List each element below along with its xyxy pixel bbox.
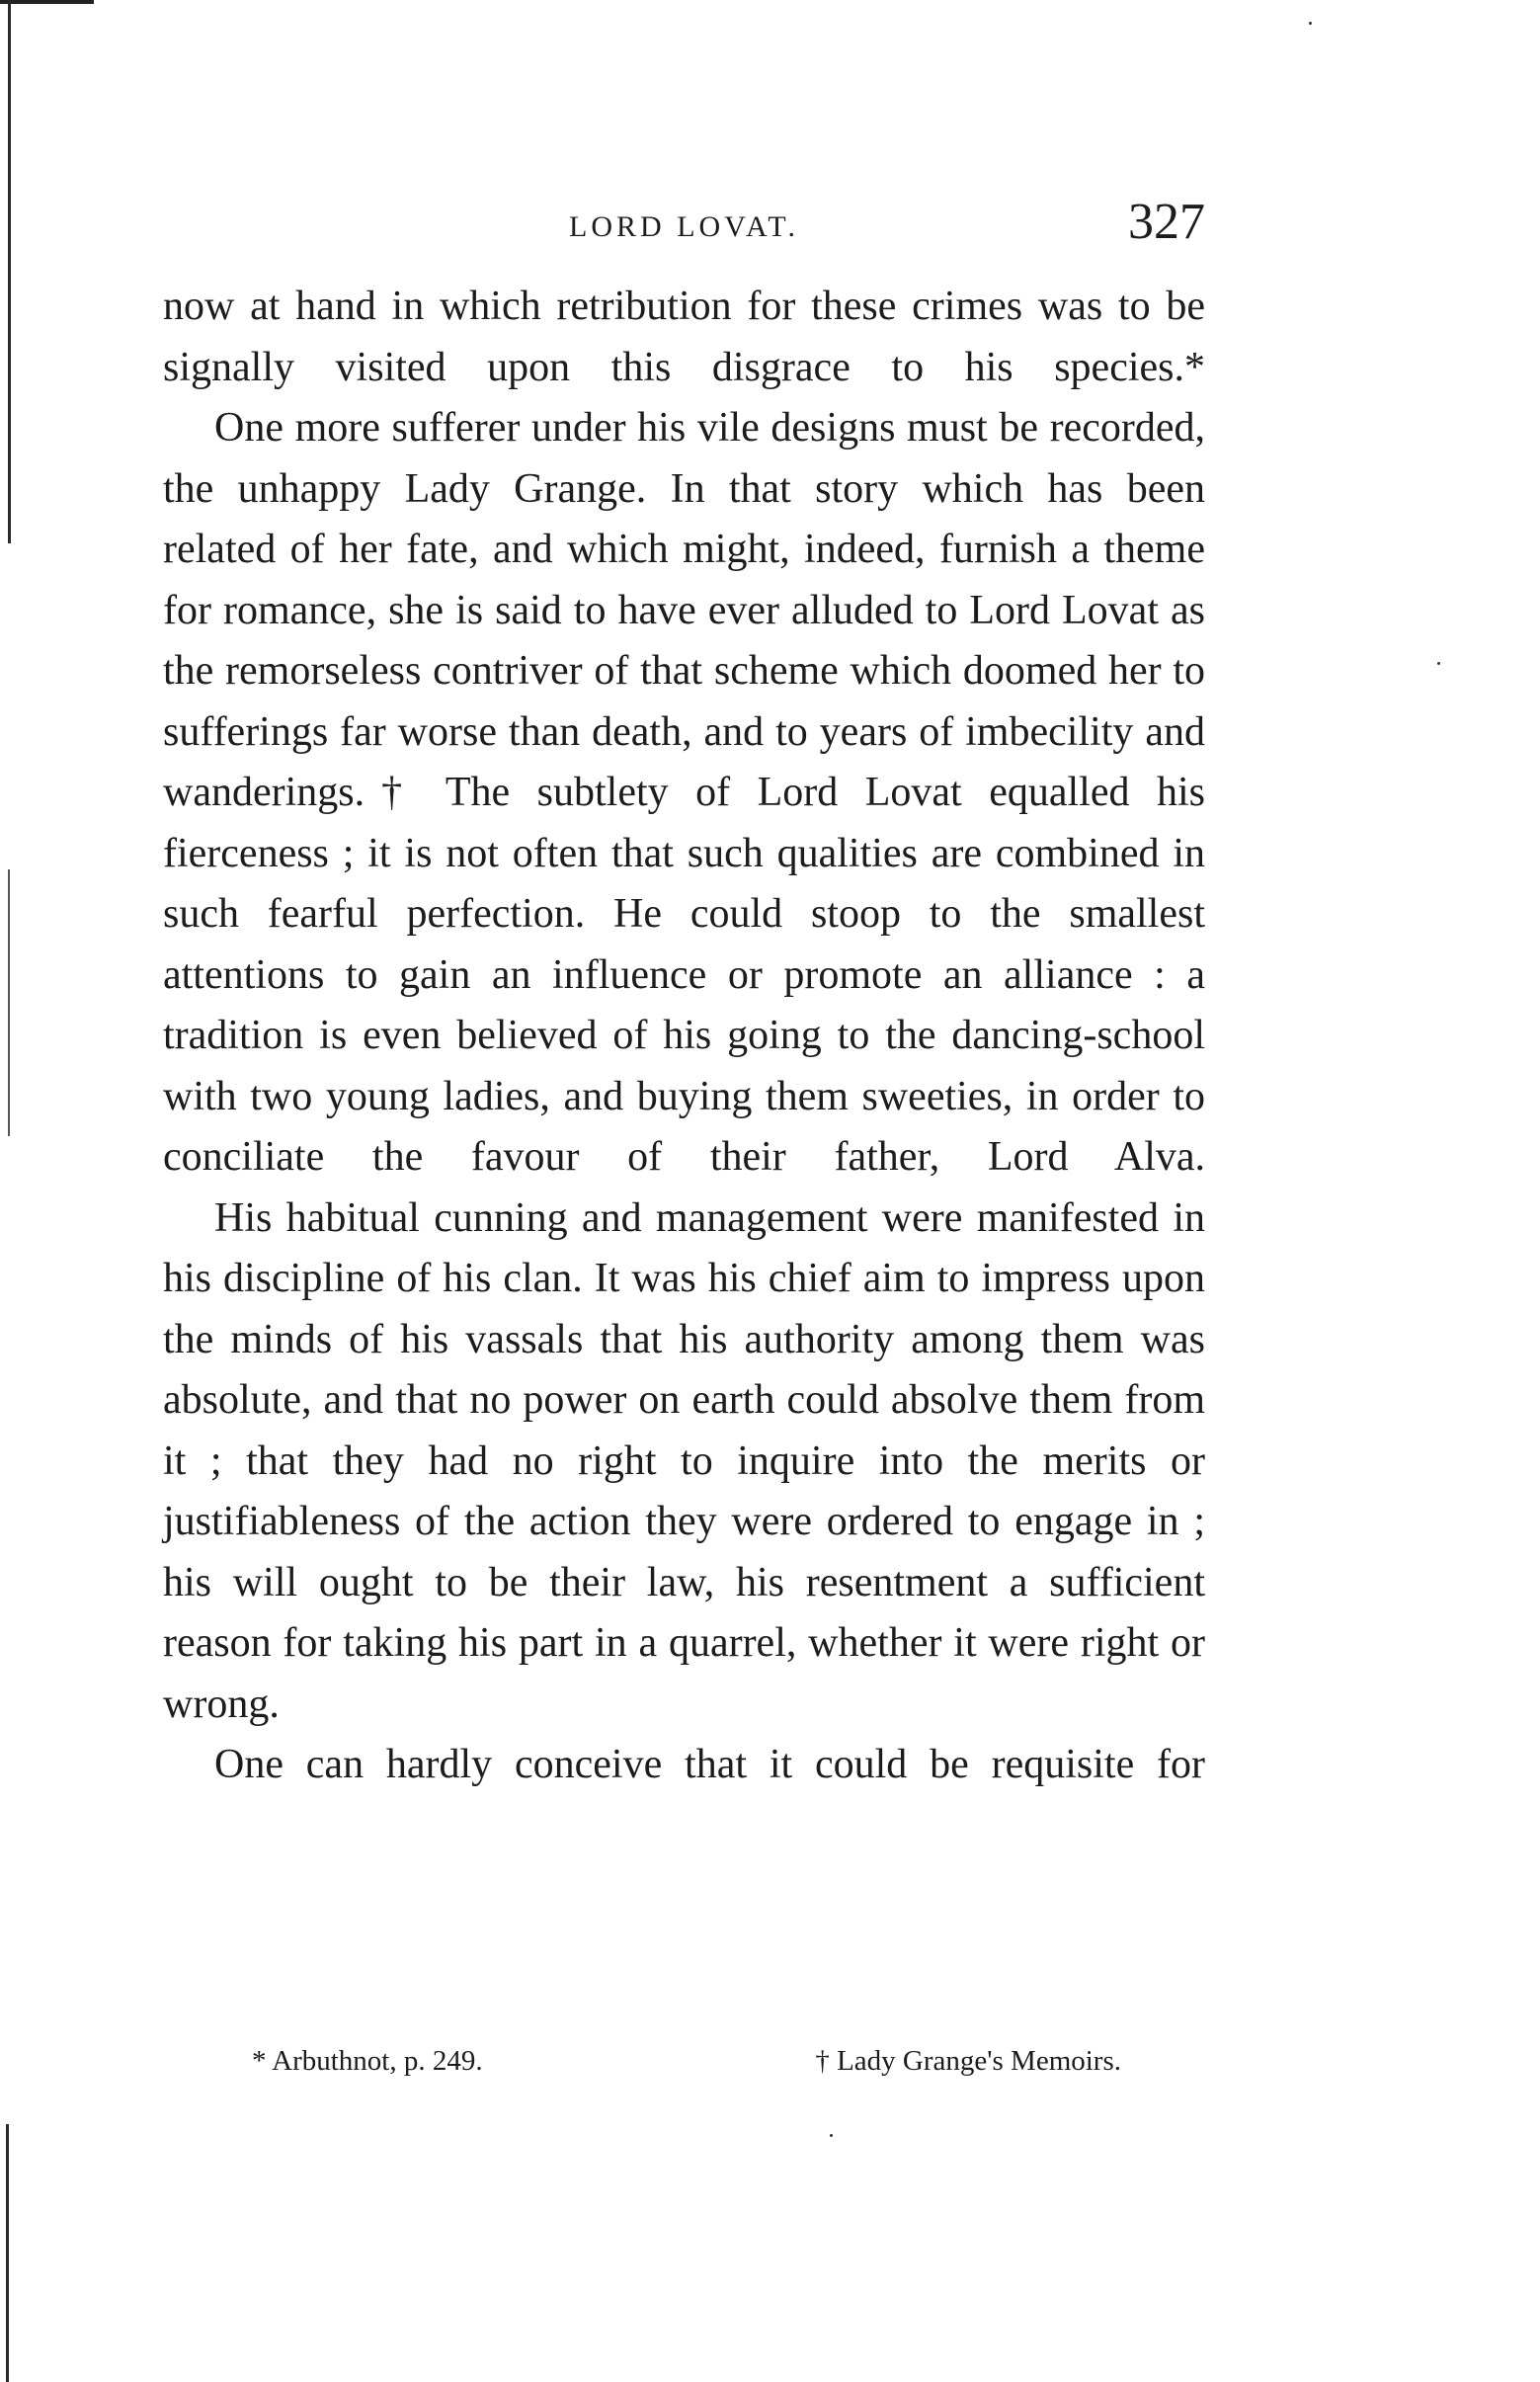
scan-binding-line (6, 2124, 9, 2382)
scan-edge-mark (0, 0, 94, 4)
body-text (163, 277, 1205, 1796)
scan-speck (1437, 662, 1440, 665)
footnote: † Lady Grange's Memoirs. (815, 2045, 1121, 2077)
footnote: * Arbuthnot, p. 249. (252, 2045, 483, 2077)
scan-binding-line (8, 869, 10, 1136)
running-head: LORD LOVAT. (569, 210, 799, 243)
paragraph: His habitual cunning and management were manifested in his discipline of his clan. It was his chief aim to impress upon the minds of his vassals that his authority among them was absolute, and that no power on earth could absolve them from it ; that they had no right to inquire into the merits or justifiableness of the action they were ordered to engage in ; his will ought to be their law, his resentment a sufficient reason for taking his part in a quarrel, whether it were right or wrong. (163, 1194, 1205, 1727)
paragraph: One can hardly conceive that it could be requisite for (214, 1742, 1205, 1787)
scan-speck (830, 2134, 833, 2137)
paragraph: One more sufferer under his vile designs must be recorded, the unhappy Lady Grange. In that story which has been related of her fate, and which might, indeed, furnish a theme for romance, she is said to have ever alluded to Lord Lovat as the remorseless contriver of that scheme which doomed her to sufferings far worse than death, and to years of imbecility and wanderings.† The subtlety of Lord Lovat equalled his fierceness ; it is not often that such qualities are combined in such fearful perfection. He could stoop to the smallest attentions to gain an influence or promote an alliance : a tradition is even believed of his going to the dancing-school with two young ladies, and buying them sweeties, in order to conciliate the favour of their father, Lord Alva. (163, 405, 1205, 1180)
footnotes (252, 2045, 1121, 2078)
page-header (163, 193, 1205, 262)
scan-binding-line (8, 0, 11, 543)
scan-speck (1309, 22, 1312, 25)
page-number: 327 (1128, 194, 1205, 250)
paragraph: now at hand in which retribution for these crimes was to be signally visited upon this disgrace to his species.* (163, 284, 1205, 390)
